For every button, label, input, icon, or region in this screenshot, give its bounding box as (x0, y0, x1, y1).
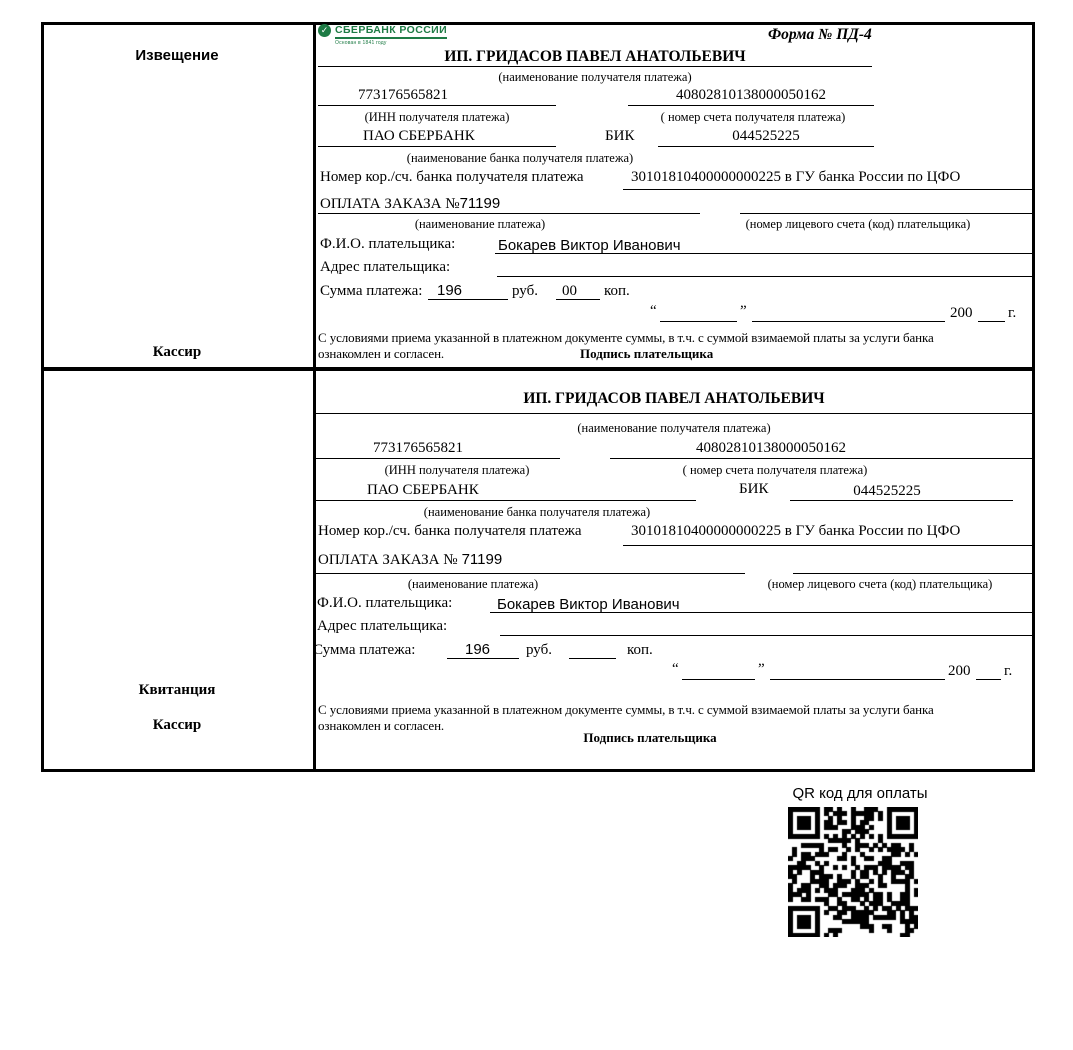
payment-purpose (320, 195, 500, 213)
date-line (752, 321, 945, 322)
sberbank-logo-tagline: Основан в 1841 году (335, 40, 387, 46)
caption-bank: (наименование банка получателя платежа) (406, 151, 634, 165)
field-line (793, 573, 1035, 574)
caption-inn: (ИНН получателя платежа) (384, 463, 530, 477)
qr-code (788, 807, 918, 937)
caption-recipient: (наименование получателя платежа) (577, 421, 771, 435)
order-number: 71199 (459, 195, 501, 212)
date-line (660, 321, 737, 322)
bik-label: БИК (605, 128, 635, 144)
form-number: Форма № ПД-4 (768, 26, 872, 43)
caption-bank: (наименование банка получателя платежа) (423, 505, 651, 519)
payment-purpose (318, 551, 502, 569)
field-line (610, 458, 1032, 459)
payer-fio-label: Ф.И.О. плательщика: (320, 236, 456, 252)
date-line (978, 321, 1005, 322)
sum-rub-value: 196 (437, 282, 463, 299)
rub-label: руб. (526, 642, 552, 658)
agreement-line2: ознакомлен и согласен. (318, 718, 445, 733)
payer-address-label: Адрес плательщика: (317, 618, 448, 634)
order-label: ОПЛАТА ЗАКАЗА № (318, 552, 458, 568)
kop-label: коп. (627, 642, 653, 658)
field-line (318, 213, 700, 214)
sum-kop-value: 00 (562, 283, 577, 299)
field-line (316, 500, 696, 501)
bik-label: БИК (739, 481, 769, 497)
order-label: ОПЛАТА ЗАКАЗА № (320, 196, 460, 212)
date-line (976, 679, 1001, 680)
recipient-name: ИП. ГРИДАСОВ ПАВЕЛ АНАТОЛЬЕВИЧ (444, 48, 746, 65)
sum-rub-value: 196 (465, 641, 491, 658)
field-line (318, 66, 872, 67)
field-line (623, 189, 1032, 190)
caption-payment-name: (наименование платежа) (414, 217, 546, 231)
agreement-line2: ознакомлен и согласен. (318, 346, 445, 361)
corr-account-label: Номер кор./сч. банка получателя платежа (318, 523, 582, 539)
bik-value: 044525225 (853, 483, 921, 499)
field-line (316, 458, 560, 459)
cashier-label-bottom: Кассир (152, 717, 202, 733)
field-line (658, 146, 874, 147)
signature-label: Подпись плательщика (580, 346, 714, 361)
field-line (316, 413, 1032, 414)
bank-name: ПАО СБЕРБАНК (367, 482, 479, 498)
agreement-line1: С условиями приема указанной в платежном документе суммы, в т.ч. с суммой взимаемой платы за услуги банка (318, 702, 934, 717)
field-line (790, 500, 1013, 501)
kop-label: коп. (604, 283, 630, 299)
sberbank-logo (318, 24, 447, 46)
section-divider (41, 367, 1035, 371)
year-suffix: г. (1004, 663, 1013, 679)
inn-value: 773176565821 (358, 87, 448, 103)
sberbank-logo-icon: ✓ (318, 24, 331, 37)
agreement-line1: С условиями приема указанной в платежном документе суммы, в т.ч. с суммой взимаемой платы за услуги банка (318, 330, 934, 345)
account-value: 40802810138000050162 (676, 87, 826, 103)
field-line (318, 146, 556, 147)
date-line (770, 679, 945, 680)
date-quote-close: ” (758, 661, 765, 677)
date-line (682, 679, 755, 680)
cashier-label-top: Кассир (152, 344, 202, 360)
year-prefix: 200 (950, 305, 973, 321)
rub-label: руб. (512, 283, 538, 299)
corr-account-value: 30101810400000000225 в ГУ банка России по ЦФО (631, 523, 961, 539)
field-line (490, 612, 1035, 613)
payer-address-label: Адрес плательщика: (320, 259, 451, 275)
signature-label: Подпись плательщика (583, 730, 717, 745)
year-suffix: г. (1008, 305, 1017, 321)
sberbank-logo-name: СБЕРБАНК РОССИИ (335, 24, 447, 39)
caption-payer-account: (номер лицевого счета (код) плательщика) (767, 577, 993, 591)
qr-code-label: QR код для оплаты (792, 785, 928, 802)
payer-fio-label: Ф.И.О. плательщика: (317, 595, 453, 611)
caption-recipient: (наименование получателя платежа) (498, 70, 692, 84)
receipt-label: Квитанция (138, 682, 216, 698)
payer-fio-value: Бокарев Виктор Иванович (497, 596, 680, 613)
corr-account-label: Номер кор./сч. банка получателя платежа (320, 169, 584, 185)
sum-label: Сумма платежа: (313, 642, 416, 658)
field-line (318, 105, 556, 106)
caption-payment-name: (наименование платежа) (407, 577, 539, 591)
payer-fio-value: Бокарев Виктор Иванович (498, 237, 681, 254)
notice-label: Извещение (135, 47, 219, 64)
order-number: 71199 (461, 551, 503, 568)
field-line (740, 213, 1032, 214)
account-value: 40802810138000050162 (696, 440, 846, 456)
field-line (428, 299, 508, 300)
field-line (316, 573, 745, 574)
bik-value: 044525225 (732, 128, 800, 144)
caption-account: ( номер счета получателя платежа) (682, 463, 868, 477)
inn-value: 773176565821 (373, 440, 463, 456)
field-line (500, 635, 1035, 636)
left-column-divider (313, 22, 316, 772)
caption-inn: (ИНН получателя платежа) (364, 110, 510, 124)
bank-name: ПАО СБЕРБАНК (363, 128, 475, 144)
recipient-name: ИП. ГРИДАСОВ ПАВЕЛ АНАТОЛЬЕВИЧ (523, 390, 825, 407)
date-quote-close: ” (740, 303, 747, 319)
field-line (447, 658, 519, 659)
field-line (495, 253, 1032, 254)
corr-account-value: 30101810400000000225 в ГУ банка России по ЦФО (631, 169, 961, 185)
sum-label: Сумма платежа: (320, 283, 423, 299)
year-prefix: 200 (948, 663, 971, 679)
field-line (569, 658, 616, 659)
date-quote-open: “ (672, 661, 679, 677)
caption-payer-account: (номер лицевого счета (код) плательщика) (745, 217, 971, 231)
field-line (623, 545, 1035, 546)
field-line (497, 276, 1032, 277)
date-quote-open: “ (650, 303, 657, 319)
caption-account: ( номер счета получателя платежа) (660, 110, 846, 124)
field-line (628, 105, 874, 106)
